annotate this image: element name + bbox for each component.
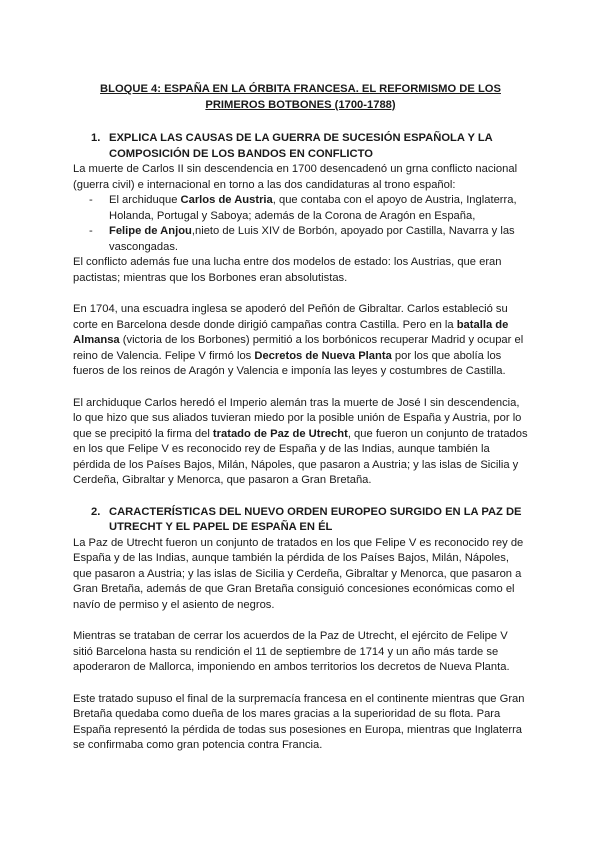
section-2-number: 2. [91,505,101,518]
section-1-heading [73,131,528,162]
section-1-intro: La muerte de Carlos II sin descendencia en 1700 desencadenó un grna conflicto nacional (guerra civil) e internacional en torno a las dos candidaturas al trono español: [73,163,518,191]
paragraph-text: El archiduque Carlos heredó el Imperio alemán tras la muerte de José I sin descendencia, lo que hizo que sus aliados tuvieran miedo por la posible unión de España y Austria, por lo que se precipitó la firma del [73,396,522,440]
paragraph-bold: batalla de Almansa [73,318,509,346]
section-2-paragraph-1: La Paz de Utrecht fueron un conjunto de tratados en los que Felipe V es reconocido rey de España y de las Indias, aunque también la pérdida de los Países Bajos, Milán, Nápoles, que pasaron a Austria; y las islas de Sicilia y Cerdeña, Gibraltar y Menorca, que pasaron a Gran Bretaña, además de que Gran Bretaña consiguió concesiones económicas como el navío de permiso y el asiento de negros. [73,536,524,611]
section-1-paragraph-3 [73,396,528,489]
paragraph-text: (victoria de los Borbones) permitió a los borbónicos recuperar Madrid y ocupar el reino de Valencia. Felipe V firmó los [73,334,524,362]
paragraph-bold: Decretos de Nueva Planta [254,349,392,362]
paragraph-bold: tratado de Paz de Utrecht [212,427,348,440]
section-1-paragraph-2 [73,302,528,380]
section-1-number: 1. [91,132,101,144]
section-2-paragraph-3: Este tratado supuso el final de la surpremacía francesa en el continente mientras que Gran Bretaña quedaba como dueña de los mares gracias a la superioridad de su flota. Para España representó la pérdida de todas sus posesiones en Europa, mientras que Inglaterra se confirmaba como gran potencia contra Francia. [73,692,525,751]
list-item-bold: Felipe de Anjou [109,225,192,237]
list-item-text: , que contaba con el apoyo de Austria, Inglaterra, Holanda, Portugal y Saboya; además de la Corona de Aragón en España, [109,194,517,222]
list-item-text: El archiduque [109,194,181,206]
paragraph-text: , que fueron un conjunto de tratados en los que Felipe V es reconocido rey de España y de las Indias, aunque también la pérdida de los Países Bajos, Milán, Nápoles, que pasaron a Austria; y las islas de Sicilia y Cerdeña, Gibraltar y Menorca, que pasaron a Gran Bretaña. [73,427,528,486]
section-1-heading-text: EXPLICA LAS CAUSAS DE LA GUERRA DE SUCESIÓN ESPAÑOLA Y LA COMPOSICIÓN DE LOS BANDOS EN CONFLICTO [109,132,493,160]
list-item-text: ,nieto de Luis XIV de Borbón, apoyado por Castilla, Navarra y las vascongadas. [109,225,515,253]
document-title: BLOQUE 4: ESPAÑA EN LA ÓRBITA FRANCESA. EL REFORMISMO DE LOS PRIMEROS BOTBONES (1700-1788) [100,83,501,111]
candidates-list [73,193,528,255]
list-item-bold: Carlos de Austria [180,194,273,206]
section-2-paragraph-2: Mientras se trataban de cerrar los acuerdos de la Paz de Utrecht, el ejército de Felipe V sitió Barcelona hasta su rendición el 11 de septiembre de 1714 y un año más tarde se apoderaron de Mallorca, imponiendo en ambos territorios los decretos de Nueva Planta. [73,630,510,673]
list-item [109,193,528,224]
section-1-after-list: El conflicto además fue una lucha entre dos modelos de estado: los Austrias, que eran pactistas; mientras que los Borbones eran absolutistas. [73,256,502,284]
paragraph-text: En 1704, una escuadra inglesa se apoderó del Peñón de Gibraltar. Carlos estableció su corte en Barcelona desde donde dirigió campañas contra Castilla. Pero en la [73,303,508,331]
section-2-heading-text: CARACTERÍSTICAS DEL NUEVO ORDEN EUROPEO SURGIDO EN LA PAZ DE UTRECHT Y EL PAPEL DE ESPAÑA EN ÉL [109,505,522,533]
section-2-heading [73,505,528,536]
paragraph-text: por los que abolía los fueros de los reinos de Aragón y Valencia e imponía las leyes y costumbres de Castilla. [73,349,506,377]
list-item [109,224,528,255]
